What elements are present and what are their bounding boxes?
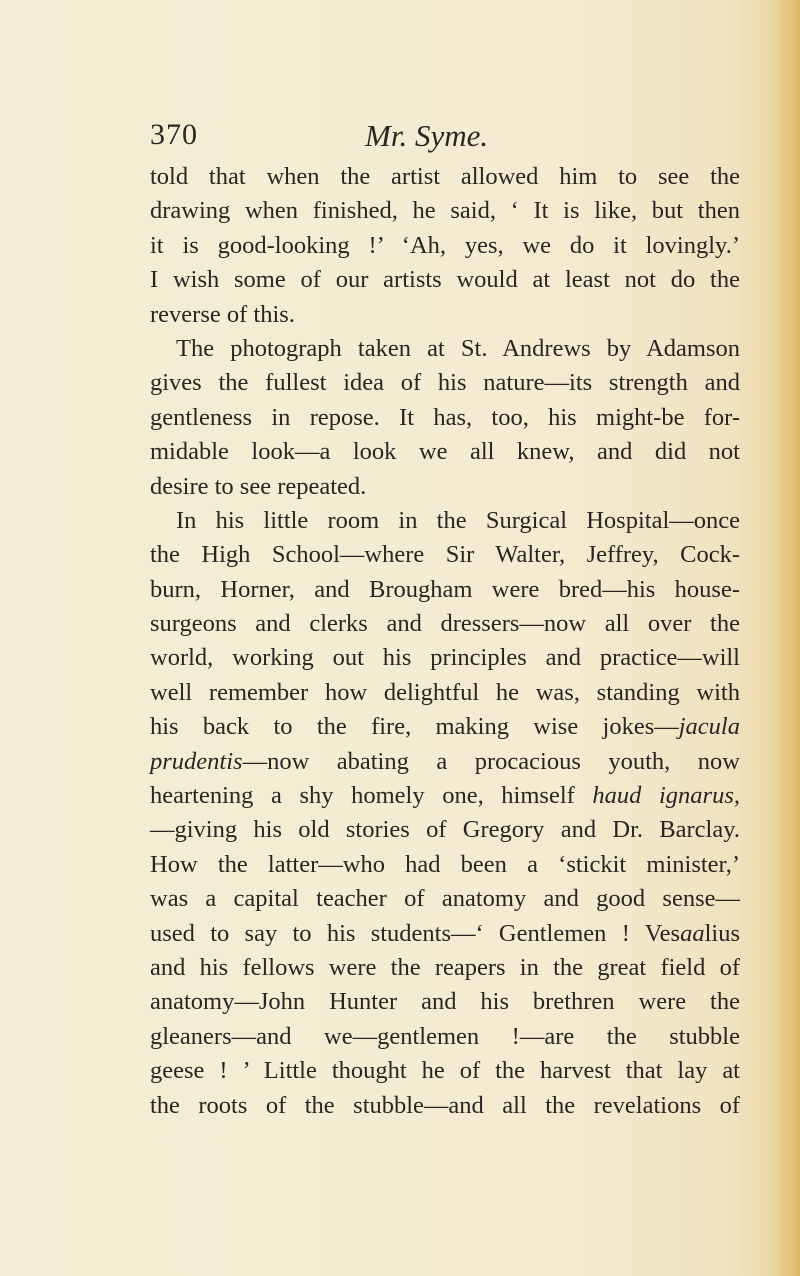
text-line: the roots of the stubble—and all the revelations of — [150, 1091, 740, 1119]
text-line: burn, Horner, and Brougham were bred—his house- — [150, 575, 740, 603]
text-line: How the latter—who had been a ‘stickit minister,’ — [150, 850, 740, 878]
text-line: anatomy—John Hunter and his brethren were the — [150, 988, 740, 1016]
text-line: In his little room in the Surgical Hospital—once — [176, 506, 740, 534]
text-line — [150, 710, 740, 744]
text-line: The photograph taken at St. Andrews by Adamson — [176, 334, 740, 362]
text-line: well remember how delightful he was, standing with — [150, 678, 740, 706]
text-line: geese ! ’ Little thought he of the harvest that lay at — [150, 1057, 740, 1085]
text-line — [150, 779, 740, 813]
text-line: the High School—where Sir Walter, Jeffrey, Cock- — [150, 541, 740, 569]
text-line: and his fellows were the reapers in the great field of — [150, 953, 740, 981]
text-line: told that when the artist allowed him to see the — [150, 163, 740, 190]
running-head: Mr. Syme. — [365, 118, 489, 153]
text-line: midable look—a look we all knew, and did not — [150, 438, 740, 466]
text-segment: —now abating a procacious youth, now — [242, 747, 740, 775]
latin-phrase: jacula — [678, 713, 740, 741]
text-line: world, working out his principles and practice—will — [150, 644, 740, 672]
text-line: gentleness in repose. It has, too, his might-be for- — [150, 403, 740, 431]
body-text — [150, 160, 740, 1123]
text-line: —giving his old stories of Gregory and Dr. Barclay. — [150, 816, 740, 844]
text-line: it is good-looking !’ ‘Ah, yes, we do it lovingly.’ — [150, 231, 740, 259]
latin-phrase: haud ignarus, — [592, 782, 740, 810]
text-line: I wish some of our artists would at least not do the — [150, 266, 740, 294]
text-line: surgeons and clerks and dressers—now all over the — [150, 610, 740, 638]
text-line: gives the fullest idea of his nature—its strength and — [150, 369, 740, 397]
text-line: desire to see repeated. — [150, 472, 367, 500]
page-number: 370 — [150, 118, 198, 151]
text-line: drawing when finished, he said, ‘ It is like, but then — [150, 197, 740, 225]
page-header — [150, 118, 750, 162]
text-segment: used to say to his students—‘ Gentlemen ! Ves — [150, 919, 681, 947]
text-segment: heartening a shy homely one, himself — [150, 782, 593, 810]
text-line — [150, 745, 740, 779]
latin-phrase: prudentis — [150, 747, 243, 775]
text-line: reverse of this. — [150, 300, 295, 328]
text-segment: his back to the fire, making wise jokes— — [150, 713, 679, 741]
text-segment: lius — [704, 919, 740, 947]
text-line: gleaners—and we—gentlemen !—are the stubble — [150, 1022, 740, 1050]
text-line: was a capital teacher of anatomy and good sense— — [150, 885, 740, 913]
text-line — [150, 917, 740, 951]
page-edge-shading — [772, 0, 800, 1276]
italic-fragment: aa — [680, 919, 705, 947]
